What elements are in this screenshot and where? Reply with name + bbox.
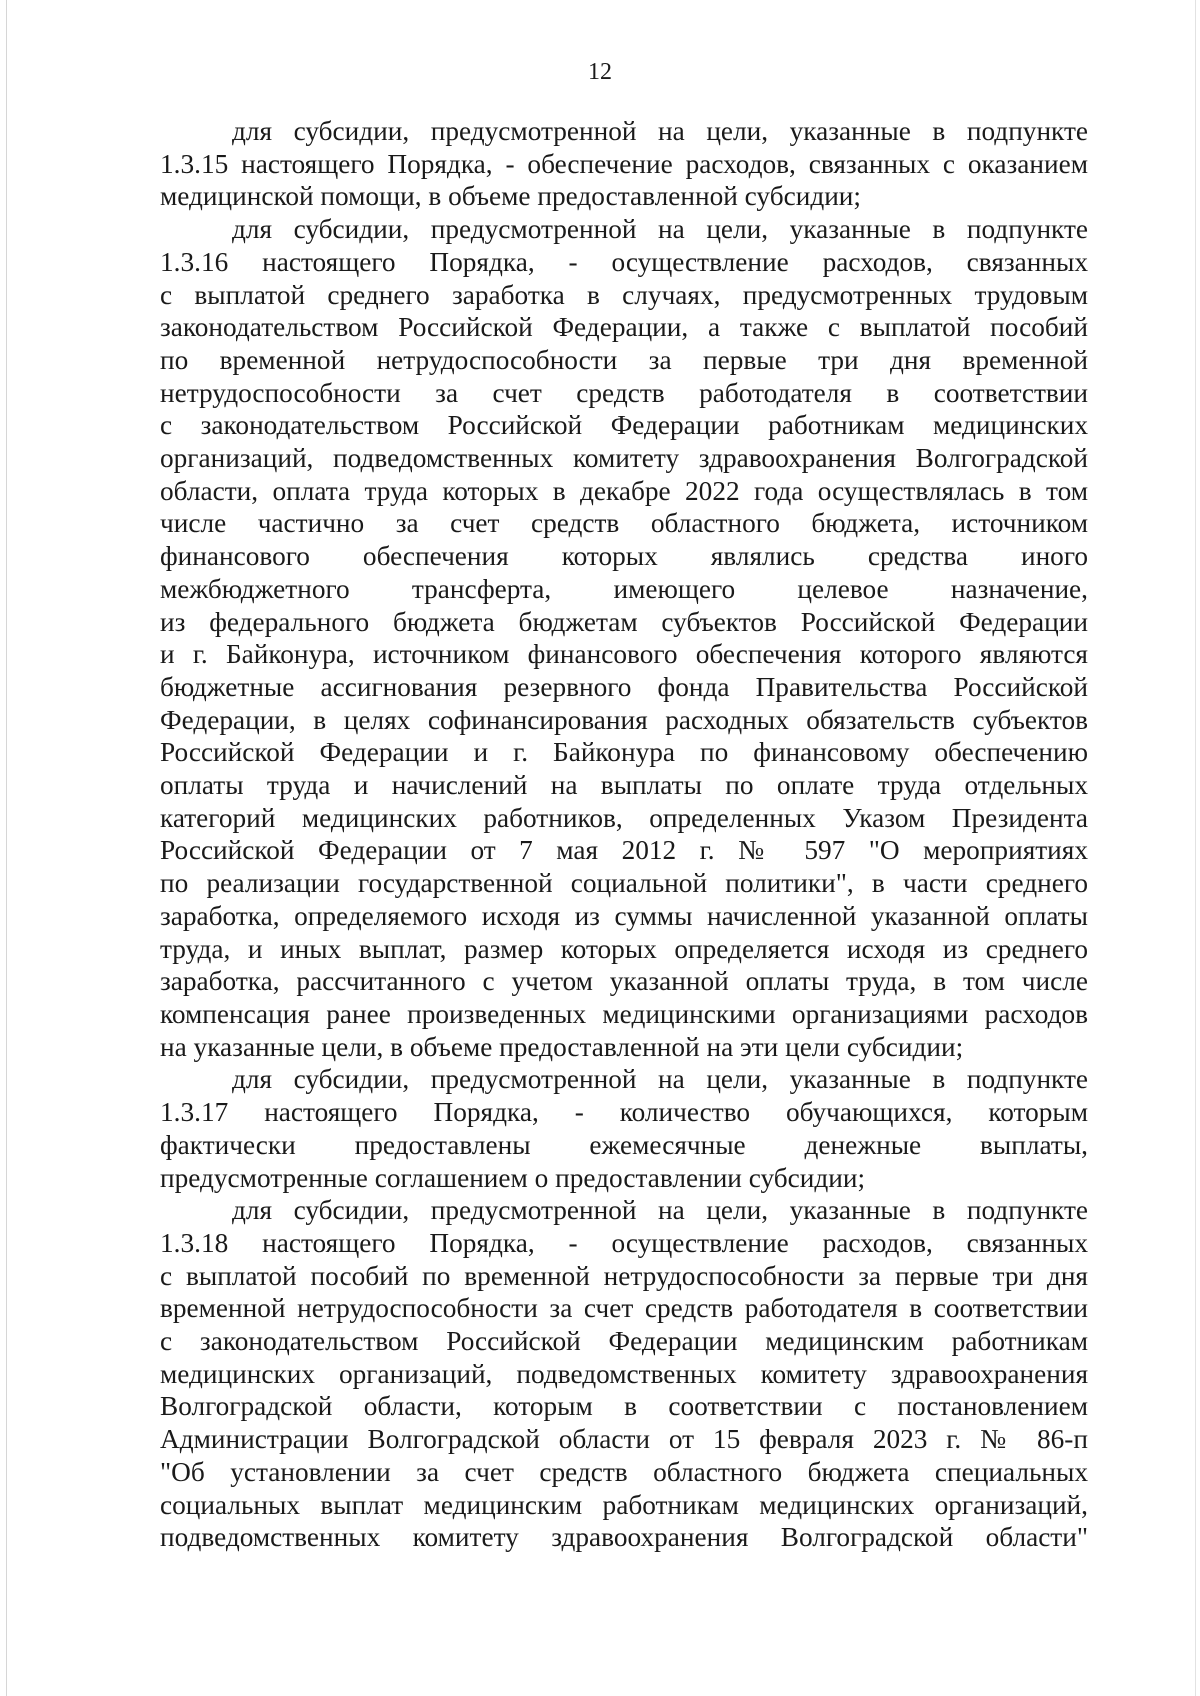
text-line: оплаты труда и начислений на выплаты по оплате труда отдельных xyxy=(160,770,1088,801)
text-line: организаций, подведомственных комитету здравоохранения Волгоградской xyxy=(160,443,1088,474)
text-line: 1.3.17 настоящего Порядка, - количество обучающихся, которым xyxy=(160,1097,1088,1128)
text-line: 1.3.15 настоящего Порядка, - обеспечение расходов, связанных с оказанием xyxy=(160,148,1088,179)
text-line: "Об установлении за счет средств областного бюджета специальных xyxy=(160,1456,1088,1487)
text-line: предусмотренные соглашением о предоставлении субсидии; xyxy=(160,1162,866,1193)
text-line: для субсидии, предусмотренной на цели, указанные в подпункте xyxy=(232,116,1088,146)
text-line: подведомственных комитету здравоохранения Волгоградской области" xyxy=(160,1522,1088,1553)
text-line: для субсидии, предусмотренной на цели, указанные в подпункте xyxy=(232,214,1088,245)
text-line: Волгоградской области, которым в соответствии с постановлением xyxy=(160,1391,1088,1422)
text-line: по временной нетрудоспособности за первые три дня временной xyxy=(160,344,1088,375)
text-line: с законодательством Российской Федерации медицинским работникам xyxy=(160,1326,1088,1357)
paragraph-1-15 xyxy=(160,115,1088,213)
text-line: Федерации, в целях софинансирования расходных обязательств субъектов xyxy=(160,704,1088,735)
text-line: финансового обеспечения которых являлись средства иного xyxy=(160,541,1088,572)
text-line: Российской Федерации от 7 мая 2012 г. № 597 "О мероприятиях xyxy=(160,835,1088,866)
text-line: и г. Байконура, источником финансового обеспечения которого являются xyxy=(160,639,1088,670)
text-line: медицинских организаций, подведомственных комитету здравоохранения xyxy=(160,1358,1088,1389)
text-line: законодательством Российской Федерации, а также с выплатой пособий xyxy=(160,312,1088,343)
text-line: Российской Федерации и г. Байконура по финансовому обеспечению xyxy=(160,737,1088,768)
text-line: для субсидии, предусмотренной на цели, указанные в подпункте xyxy=(232,1064,1088,1095)
text-line: труда, и иных выплат, размер которых определяется исходя из среднего xyxy=(160,933,1088,964)
text-line: временной нетрудоспособности за счет средств работодателя в соответствии xyxy=(160,1293,1088,1324)
text-line: фактически предоставлены ежемесячные денежные выплаты, xyxy=(160,1129,1088,1160)
text-line: по реализации государственной социальной политики", в части среднего xyxy=(160,868,1088,899)
scan-edge-left xyxy=(6,0,7,1696)
text-line: 1.3.16 настоящего Порядка, - осуществление расходов, связанных xyxy=(160,246,1088,277)
text-line: с выплатой пособий по временной нетрудоспособности за первые три дня xyxy=(160,1260,1088,1291)
paragraph-1-18 xyxy=(160,1194,1088,1554)
text-line: области, оплата труда которых в декабре 2022 года осуществлялась в том xyxy=(160,475,1088,506)
text-line: социальных выплат медицинским работникам медицинских организаций, xyxy=(160,1489,1088,1520)
text-line: компенсация ранее произведенных медицинскими организациями расходов xyxy=(160,998,1088,1029)
text-line: на указанные цели, в объеме предоставленной на эти цели субсидии; xyxy=(160,1031,964,1062)
text-line: межбюджетного трансферта, имеющего целевое назначение, xyxy=(160,573,1088,604)
page-number: 12 xyxy=(588,59,612,85)
paragraph-1-17 xyxy=(160,1063,1088,1194)
text-line: бюджетные ассигнования резервного фонда Правительства Российской xyxy=(160,671,1088,702)
text-line: нетрудоспособности за счет средств работодателя в соответствии xyxy=(160,377,1088,408)
text-line: заработка, рассчитанного с учетом указанной оплаты труда, в том числе xyxy=(160,966,1088,997)
text-line: для субсидии, предусмотренной на цели, указанные в подпункте xyxy=(232,1195,1088,1226)
text-line: категорий медицинских работников, определенных Указом Президента xyxy=(160,802,1088,833)
text-line: числе частично за счет средств областного бюджета, источником xyxy=(160,508,1088,539)
text-line: с выплатой среднего заработка в случаях, предусмотренных трудовым xyxy=(160,279,1088,310)
text-line: с законодательством Российской Федерации работникам медицинских xyxy=(160,410,1088,441)
text-line: из федерального бюджета бюджетам субъектов Российской Федерации xyxy=(160,606,1088,637)
text-line: медицинской помощи, в объеме предоставленной субсидии; xyxy=(160,181,862,212)
paragraph-1-16 xyxy=(160,213,1088,1063)
scan-edge-right xyxy=(1195,0,1196,1696)
text-line: заработка, определяемого исходя из суммы начисленной указанной оплаты xyxy=(160,900,1088,931)
text-line: 1.3.18 настоящего Порядка, - осуществление расходов, связанных xyxy=(160,1227,1088,1258)
document-body xyxy=(160,115,1088,1554)
text-line: Администрации Волгоградской области от 15 февраля 2023 г. № 86-п xyxy=(160,1424,1088,1455)
